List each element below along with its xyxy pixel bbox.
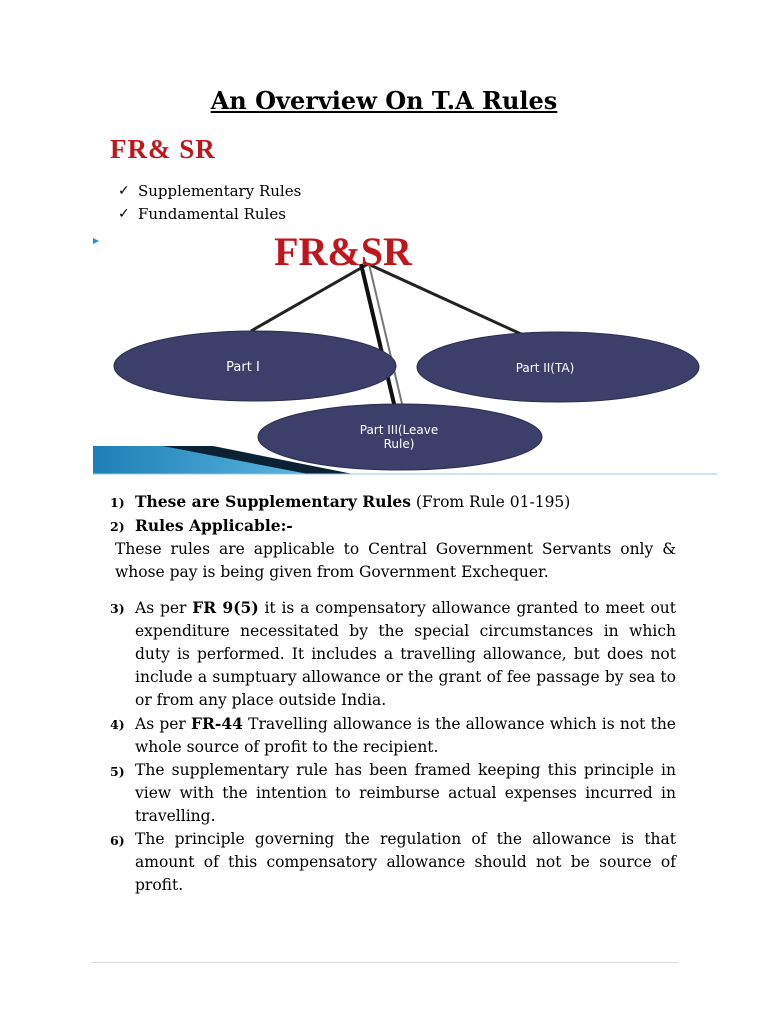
list-number: 4) [110,717,125,732]
brand-heading: FR& SR [110,134,216,164]
list-item [118,203,301,226]
list-item [110,596,676,712]
connector-line [369,264,403,408]
list-item [110,514,676,538]
list-text: The principle governing the regulation of the allowance is that amount of this compensatory allowance should not be source of profit. [135,830,676,894]
list-text: Rules Applicable:- [135,516,293,535]
list-number: 1) [110,495,125,510]
list-item [118,180,301,203]
checkmark-icon: ✓ [118,183,130,199]
connector-line [251,264,368,331]
list-item [110,828,676,897]
node-label-part-2: Part II(TA) [515,361,575,375]
list-text: As per FR 9(5) it is a compensatory allowance granted to meet out expenditure necessitated by the special circumstances in which duty is performed. It includes a travelling allowance, but does not include a sumptuary allowance or the grant of fee passage by sea to or from any place outside India. [135,598,677,709]
checklist-label: Supplementary Rules [138,182,302,200]
list-item [110,490,676,514]
list-number: 5) [110,764,125,779]
node-label-part-3: Part III(Leave [359,423,439,437]
checkmark-icon: ✓ [118,206,130,222]
page-title: An Overview On T.A Rules [210,86,558,115]
list-item [110,759,676,828]
connector-line [368,264,521,334]
node-label-part-1: Part I [226,360,260,375]
footer-divider [92,962,678,963]
diagram-heading: FR&SR [274,229,412,274]
node-label-part-3: Rule) [383,437,415,451]
list-number: 3) [110,601,125,616]
fr-sr-diagram [93,228,717,476]
checklist [118,180,301,226]
checklist-label: Fundamental Rules [138,205,286,223]
rules-list [110,490,676,897]
list-text: The supplementary rule has been framed keeping this principle in view with the intention to reimburse actual expenses incurred in travelling. [135,761,676,825]
list-number: 6) [110,833,125,848]
list-number: 2) [110,519,125,534]
list-text: As per FR-44 Travelling allowance is the allowance which is not the whole source of profit to the recipient. [135,714,676,756]
list-text: These are Supplementary Rules (From Rule 01-195) [135,492,571,511]
list-item [110,712,676,759]
paragraph: These rules are applicable to Central Government Servants only & whose pay is being given from Government Exchequer. [115,540,676,581]
